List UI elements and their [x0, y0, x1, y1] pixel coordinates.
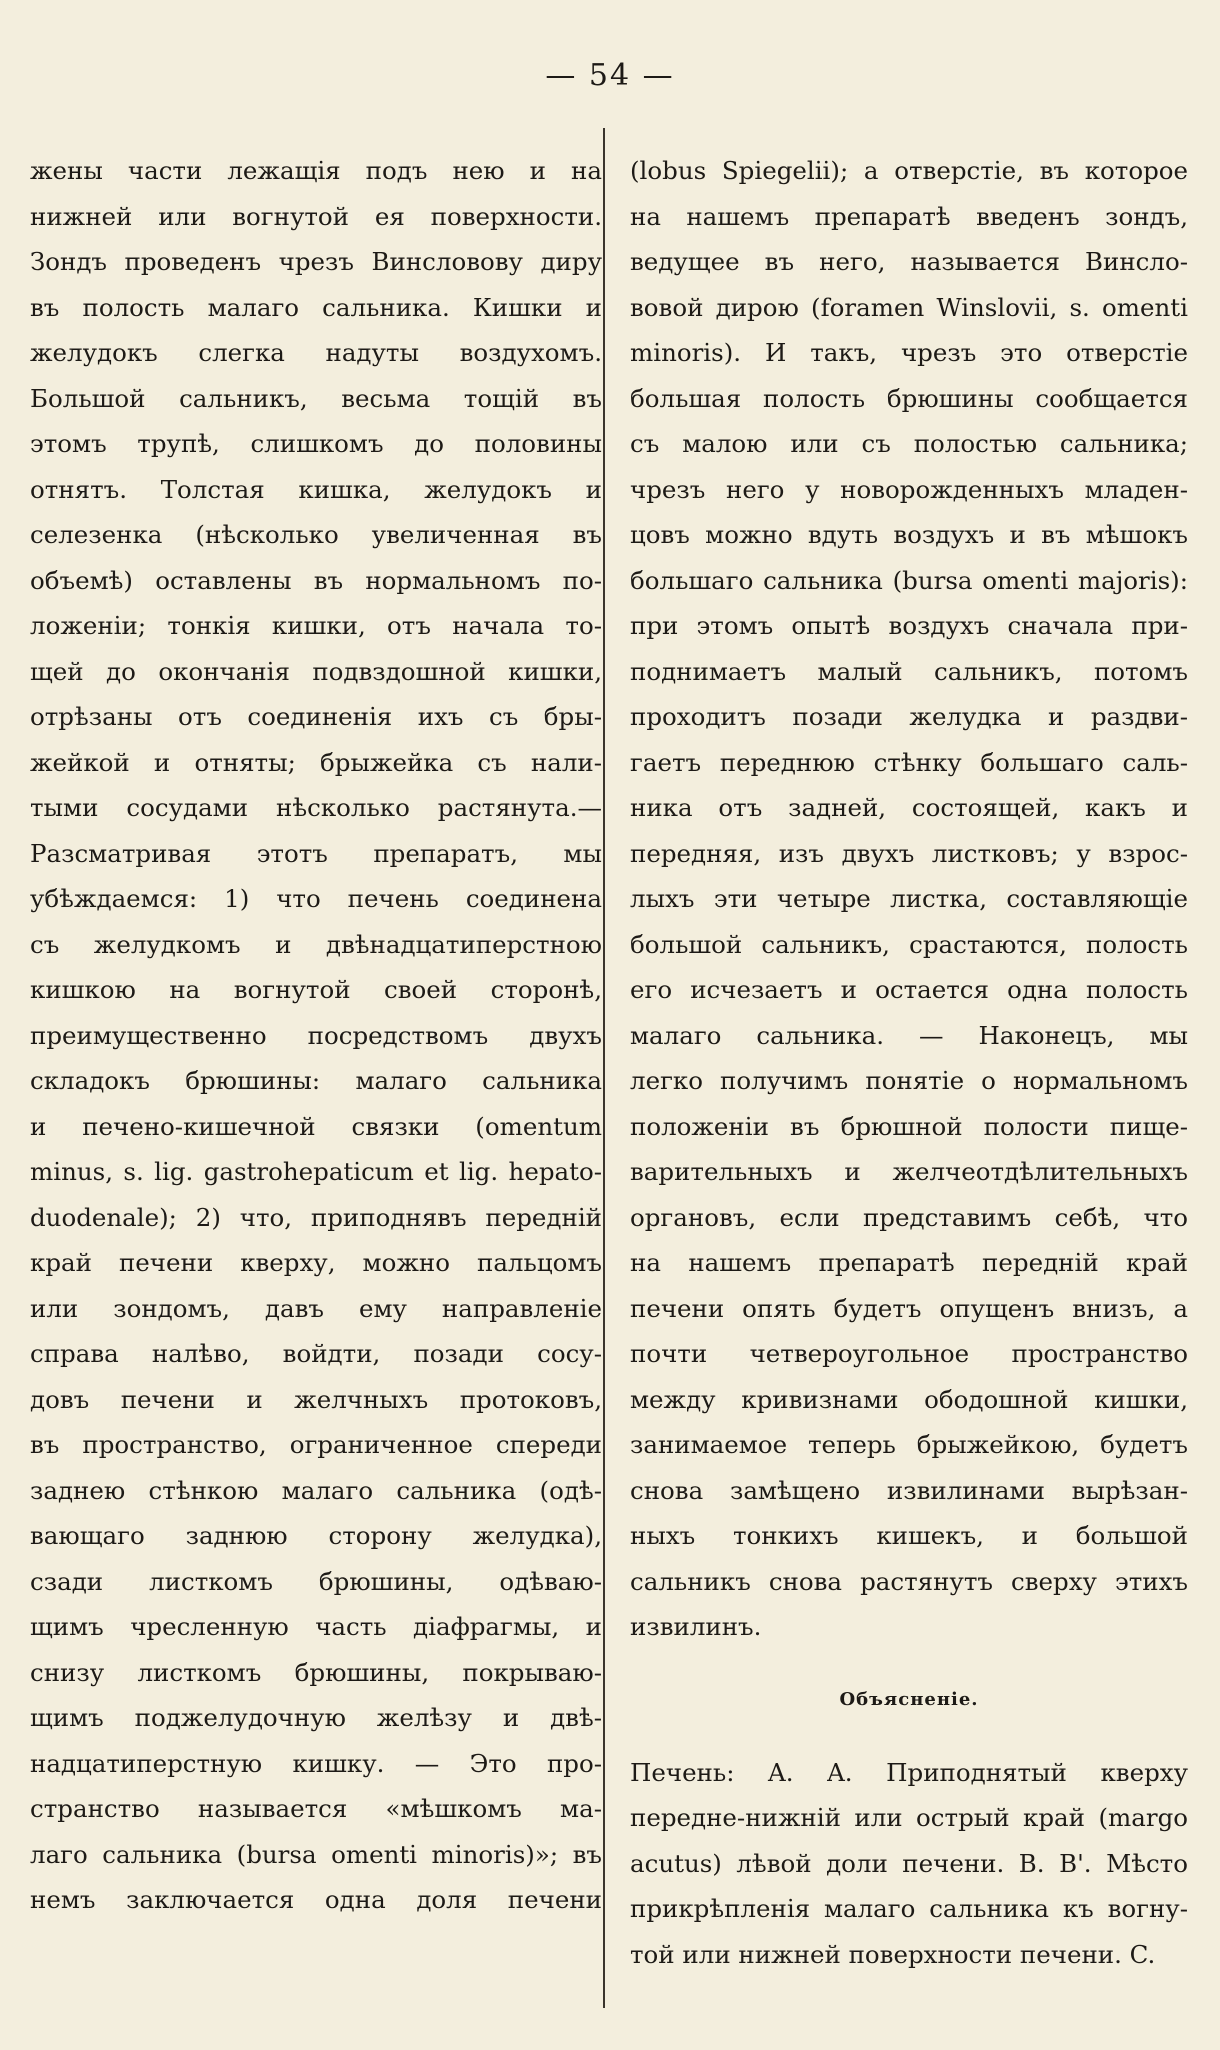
text-line: вающаго заднюю сторону желудка), [30, 1521, 602, 1550]
text-line: кишкою на вогнутой своей сторонѣ, [30, 975, 602, 1004]
text-line: лаго сальника (bursa omenti minoris)»; въ [30, 1839, 602, 1869]
right-column [630, 148, 1188, 1977]
text-line: Зондъ проведенъ чрезъ Винсловову диру [30, 247, 602, 276]
text-line: почти четвероугольное пространство [630, 1339, 1188, 1368]
text-line: щей до окончанія подвздошной кишки, [30, 656, 602, 686]
text-line: его исчезаетъ и остается одна полость [630, 975, 1188, 1004]
text-line: или зондомъ, давъ ему направленіе [30, 1293, 602, 1323]
text-line: и печено-кишечной связки (omentum [30, 1111, 602, 1141]
text-line: варительныхъ и желчеотдѣлительныхъ [630, 1157, 1188, 1186]
text-line: немъ заключается одна доля печени [30, 1885, 602, 1914]
text-line: край печени кверху, можно пальцомъ [30, 1248, 602, 1277]
text-line: передняя, изъ двухъ листковъ; у взрос- [630, 838, 1188, 868]
text-line: сзади листкомъ брюшины, одѣваю- [30, 1566, 602, 1596]
text-line: чрезъ него у новорожденныхъ младен- [630, 474, 1188, 504]
text-line: надцатиперстную кишку. — Это про- [30, 1748, 602, 1778]
page-number: — 54 — [545, 58, 675, 93]
text-line: съ желудкомъ и двѣнадцатиперстною [30, 929, 602, 959]
explanation-line: Печень: A. A. Приподнятый кверху [630, 1757, 1188, 1787]
explanation-line: acutus) лѣвой доли печени. B. B'. Мѣсто [630, 1848, 1188, 1878]
text-line: (lobus Spiegelii); а отверстіе, въ которое [630, 156, 1188, 185]
text-line: на нашемъ препаратѣ введенъ зондъ, [630, 201, 1188, 231]
text-line: въ полость малаго сальника. Кишки и [30, 292, 602, 322]
text-line: печени опять будетъ опущенъ внизъ, а [630, 1293, 1188, 1323]
text-line: Большой сальникъ, весьма тощій въ [30, 383, 602, 413]
text-line: ложеніи; тонкія кишки, отъ начала то- [30, 611, 602, 640]
text-line: щимъ чресленную часть діафрагмы, и [30, 1612, 602, 1641]
text-line: жейкой и отняты; брыжейка съ нали- [30, 747, 602, 777]
text-line: отрѣзаны отъ соединенія ихъ съ бры- [30, 702, 602, 731]
text-line: легко получимъ понятіе о нормальномъ [630, 1066, 1188, 1095]
text-line: Разсматривая этотъ препаратъ, мы [30, 838, 602, 868]
text-line: ника отъ задней, состоящей, какъ и [630, 793, 1188, 822]
text-line: лыхъ эти четыре листка, составляющіе [630, 884, 1188, 913]
text-line: нижней или вогнутой ея поверхности. [30, 201, 602, 231]
text-line: жены части лежащія подъ нею и на [30, 156, 602, 185]
text-line: этомъ трупѣ, слишкомъ до половины [30, 429, 602, 458]
text-line: объемѣ) оставлены въ нормальномъ по- [30, 565, 602, 595]
text-line: убѣждаемся: 1) что печень соединена [30, 884, 602, 913]
text-line: странство называется «мѣшкомъ ма- [30, 1794, 602, 1823]
text-line: вовой дирою (foramen Winslovii, s. omenti [630, 292, 1188, 322]
text-line: гаетъ переднюю стѣнку большаго саль- [630, 747, 1188, 777]
text-line: снизу листкомъ брюшины, покрываю- [30, 1657, 602, 1687]
text-line: цовъ можно вдуть воздухъ и въ мѣшокъ [630, 520, 1188, 549]
text-line: малаго сальника. — Наконецъ, мы [630, 1020, 1188, 1050]
text-line: ныхъ тонкихъ кишекъ, и большой [630, 1521, 1188, 1550]
text-line: занимаемое теперь брыжейкою, будетъ [630, 1430, 1188, 1459]
explanation-line: прикрѣпленія малаго сальника къ вогну- [630, 1894, 1188, 1923]
text-line: большаго сальника (bursa omenti majoris): [630, 565, 1188, 595]
text-line: щимъ поджелудочную желѣзу и двѣ- [30, 1703, 602, 1732]
text-line: большой сальникъ, срастаются, полость [630, 929, 1188, 959]
left-column [30, 148, 602, 1923]
text-line: желудокъ слегка надуты воздухомъ. [30, 338, 602, 367]
text-line: заднею стѣнкою малаго сальника (одѣ- [30, 1475, 602, 1505]
text-line: снова замѣщено извилинами вырѣзан- [630, 1475, 1188, 1505]
text-line: органовъ, если представимъ себѣ, что [630, 1202, 1188, 1232]
text-line: ведущее въ него, называется Винсло- [630, 247, 1188, 276]
text-line: поднимаетъ малый сальникъ, потомъ [630, 656, 1188, 686]
text-line: на нашемъ препаратѣ передній край [630, 1248, 1188, 1277]
text-line: положеніи въ брюшной полости пище- [630, 1111, 1188, 1141]
explanation-heading: Объясненіе. [839, 1688, 979, 1710]
text-line: minoris). И такъ, чрезъ это отверстіе [630, 338, 1188, 367]
text-line: minus, s. lig. gastrohepaticum et lig. hepato- [30, 1157, 602, 1186]
text-line: сальникъ снова растянутъ сверху этихъ [630, 1566, 1188, 1596]
explanation-line: передне-нижній или острый край (margo [630, 1803, 1188, 1832]
text-line: duodenale); 2) что, приподнявъ передній [30, 1202, 602, 1232]
text-line: извилинъ. [630, 1612, 762, 1641]
text-line: тыми сосудами нѣсколько растянута.— [30, 793, 602, 822]
text-line: преимущественно посредствомъ двухъ [30, 1020, 602, 1050]
text-line: отнятъ. Толстая кишка, желудокъ и [30, 474, 602, 504]
text-line: при этомъ опытѣ воздухъ сначала при- [630, 611, 1188, 640]
explanation-line: той или нижней поверхности печени. C. [630, 1939, 1156, 1969]
text-line: селезенка (нѣсколько увеличенная въ [30, 520, 602, 549]
text-line: складокъ брюшины: малаго сальника [30, 1066, 602, 1095]
text-line: въ пространство, ограниченное спереди [30, 1430, 602, 1459]
text-line: довъ печени и желчныхъ протоковъ, [30, 1384, 602, 1414]
text-line: справа налѣво, войдти, позади сосу- [30, 1339, 602, 1368]
text-line: проходитъ позади желудка и раздви- [630, 702, 1188, 731]
text-line: большая полость брюшины сообщается [630, 383, 1188, 413]
text-line: съ малою или съ полостью сальника; [630, 429, 1188, 458]
text-line: между кривизнами ободошной кишки, [630, 1384, 1188, 1414]
column-divider [603, 128, 605, 2008]
